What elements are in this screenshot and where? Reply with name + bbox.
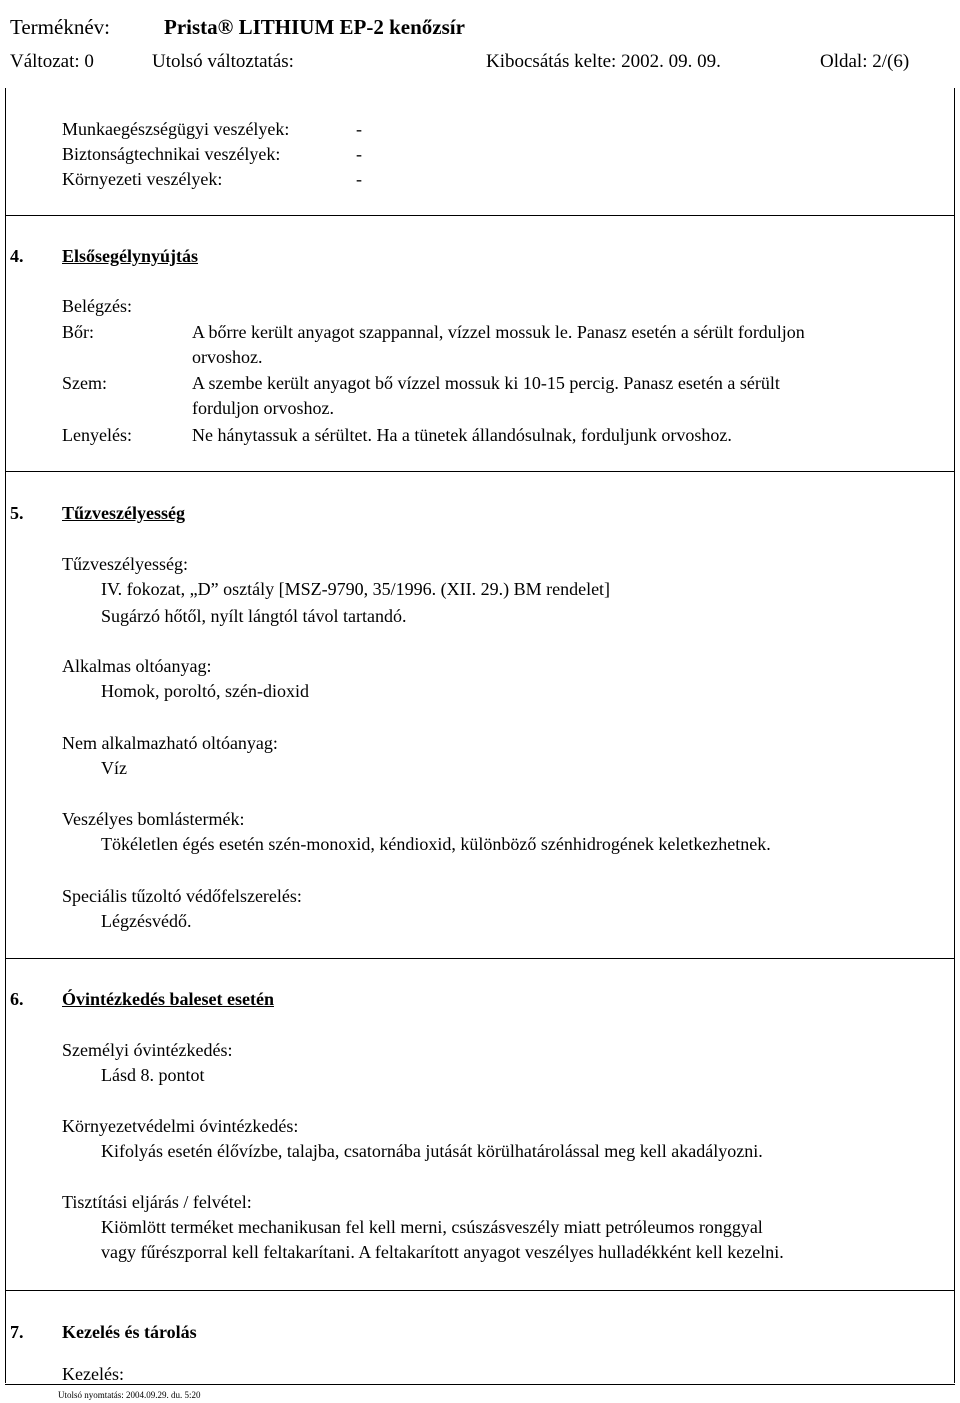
divider: [5, 215, 955, 216]
fire-equipment-label: Speciális tűzoltó védőfelszerelés:: [62, 886, 302, 906]
section-6-title: Óvintézkedés baleset esetén: [62, 989, 274, 1009]
page-number: Oldal: 2/(6): [820, 51, 910, 72]
print-timestamp: Utolsó nyomtatás: 2004.09.29. du. 5:20: [58, 1390, 201, 1400]
hazard-env-label: Környezeti veszélyek:: [62, 169, 223, 189]
skin-text-1: A bőrre került anyagot szappannal, vízzel mossuk le. Panasz esetén a sérült forduljon: [192, 322, 805, 342]
suitable-agent-text: Homok, poroltó, szén-dioxid: [101, 681, 309, 701]
hazard-safety-label: Biztonságtechnikai veszélyek:: [62, 144, 281, 164]
divider: [5, 1384, 955, 1385]
section-6-number: 6.: [10, 989, 24, 1009]
ingestion-label: Lenyelés:: [62, 425, 132, 445]
fire-label: Tűzveszélyesség:: [62, 554, 188, 574]
personal-precaution-label: Személyi óvintézkedés:: [62, 1040, 233, 1060]
inhalation-label: Belégzés:: [62, 296, 132, 316]
fire-text-2: Sugárzó hőtől, nyílt lángtól távol tartandó.: [101, 606, 407, 626]
left-border: [5, 88, 6, 1383]
hazard-occupational-value: -: [356, 119, 362, 139]
skin-text-2: orvoshoz.: [192, 347, 263, 367]
suitable-agent-label: Alkalmas oltóanyag:: [62, 656, 212, 676]
env-precaution-text: Kifolyás esetén élővízbe, talajba, csatornába jutását körülhatárolással meg kell akadályozni.: [101, 1141, 763, 1161]
cleanup-label: Tisztítási eljárás / felvétel:: [62, 1192, 252, 1212]
divider: [5, 471, 955, 472]
cleanup-text-1: Kiömlött terméket mechanikusan fel kell merni, csúszásveszély miatt petróleumos ronggyal: [101, 1217, 763, 1237]
section-5-title: Tűzveszélyesség: [62, 503, 185, 523]
handling-label: Kezelés:: [62, 1364, 124, 1384]
section-4-title: Elsősegélynyújtás: [62, 246, 199, 266]
section-7-title: Kezelés és tárolás: [62, 1322, 197, 1342]
hazard-env-value: -: [356, 169, 362, 189]
cleanup-text-2: vagy fűrészporral kell feltakarítani. A feltakarított anyagot veszélyes hulladékként kell kezelni.: [101, 1242, 784, 1262]
issue-date: Kibocsátás kelte: 2002. 09. 09.: [486, 51, 721, 72]
eye-text-1: A szembe került anyagot bő vízzel mossuk ki 10-15 percig. Panasz esetén a sérült: [192, 373, 780, 393]
env-precaution-label: Környezetvédelmi óvintézkedés:: [62, 1116, 299, 1136]
divider: [5, 958, 955, 959]
fire-text-1: IV. fokozat, „D” osztály [MSZ-9790, 35/1996. (XII. 29.) BM rendelet]: [101, 579, 611, 599]
decomposition-label: Veszélyes bomlástermék:: [62, 809, 245, 829]
skin-label: Bőr:: [62, 322, 95, 342]
right-border: [954, 88, 955, 1383]
hazard-occupational-label: Munkaegészségügyi veszélyek:: [62, 119, 290, 139]
product-name: Prista® LITHIUM EP-2 kenőzsír: [164, 15, 465, 39]
hazard-safety-value: -: [356, 144, 362, 164]
ingestion-text: Ne hánytassuk a sérültet. Ha a tünetek állandósulnak, forduljunk orvoshoz.: [192, 425, 732, 445]
unsuitable-agent-label: Nem alkalmazható oltóanyag:: [62, 733, 278, 753]
personal-precaution-text: Lásd 8. pontot: [101, 1065, 205, 1085]
section-5-number: 5.: [10, 503, 24, 523]
version: Változat: 0: [10, 51, 94, 72]
eye-text-2: forduljon orvoshoz.: [192, 398, 334, 418]
section-7-number: 7.: [10, 1322, 24, 1342]
decomposition-text: Tökéletlen égés esetén szén-monoxid, kéndioxid, különböző szénhidrogének keletkezhetnek.: [101, 834, 771, 854]
product-label: Terméknév:: [10, 15, 110, 39]
eye-label: Szem:: [62, 373, 107, 393]
fire-equipment-text: Légzésvédő.: [101, 911, 192, 931]
section-4-number: 4.: [10, 246, 24, 266]
divider: [5, 1290, 955, 1291]
unsuitable-agent-text: Víz: [101, 758, 127, 778]
last-change: Utolsó változtatás:: [152, 51, 294, 72]
